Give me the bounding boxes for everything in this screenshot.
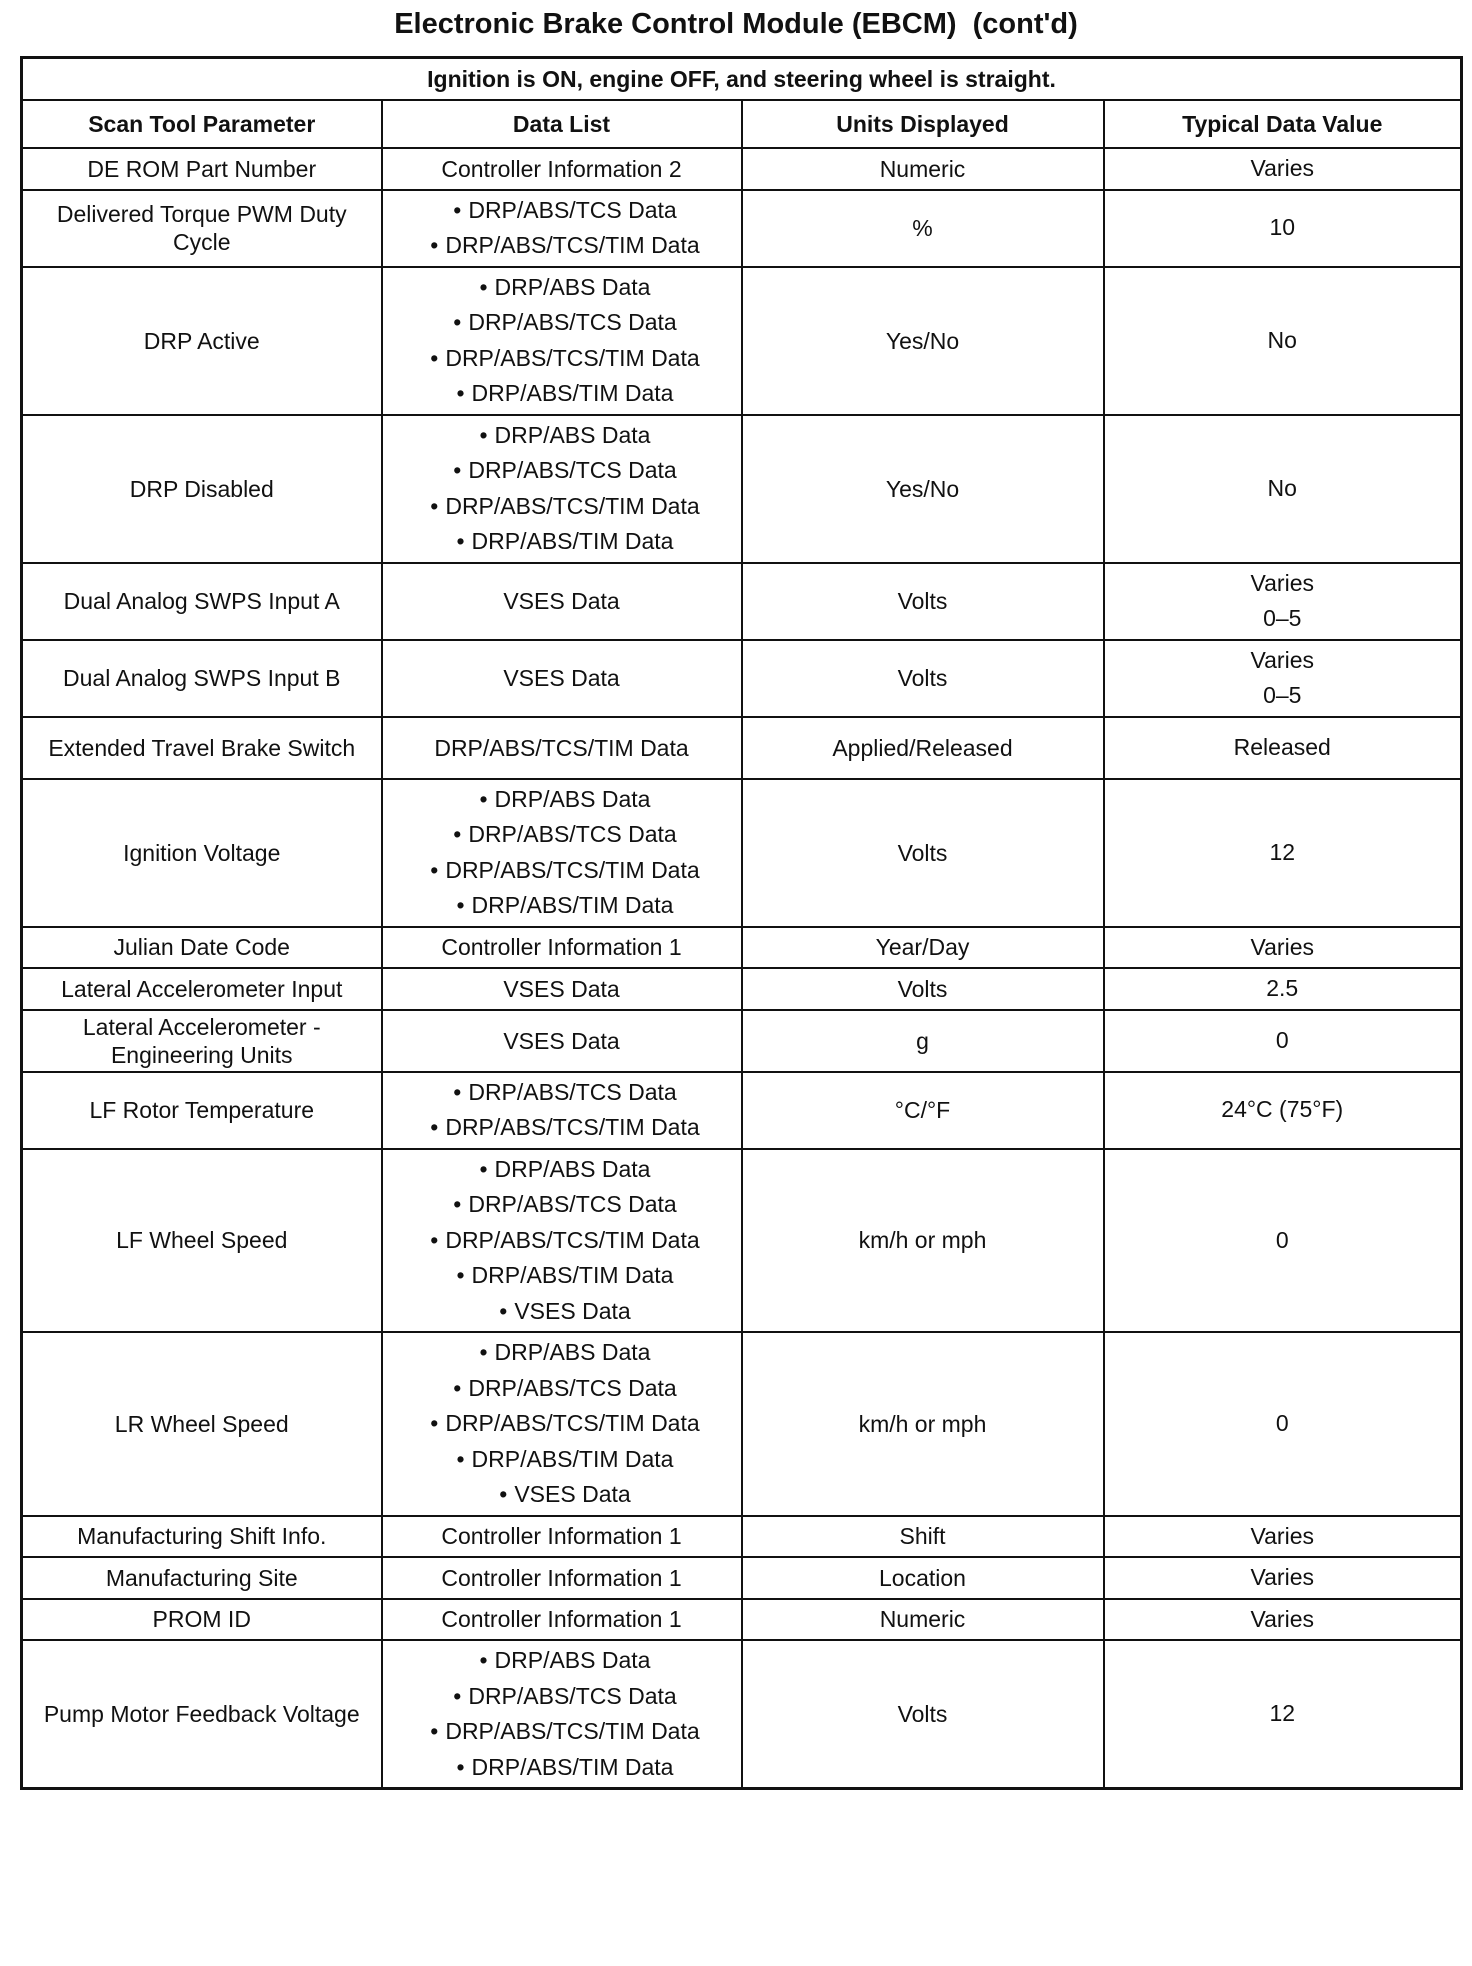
header-typical-data-value: Typical Data Value: [1104, 100, 1462, 148]
table-body: [22, 148, 1462, 1789]
units-displayed-cell: Year/Day: [742, 927, 1104, 969]
typical-value-line: Varies: [1250, 1605, 1314, 1632]
table-row: [22, 190, 1462, 267]
scan-tool-parameter-cell: DE ROM Part Number: [22, 148, 382, 190]
header-data-list: Data List: [382, 100, 742, 148]
scan-tool-parameter-cell: Delivered Torque PWM Duty Cycle: [22, 190, 382, 267]
units-displayed-cell: Volts: [742, 640, 1104, 717]
data-list-item: • DRP/ABS Data: [393, 1152, 731, 1188]
data-list-item: • DRP/ABS/TCS Data: [393, 1075, 731, 1111]
header-row: [22, 100, 1462, 148]
table-row: [22, 563, 1462, 640]
data-list-bullets: [393, 1643, 731, 1785]
data-list-cell: [382, 415, 742, 563]
typical-data-value-cell: [1104, 927, 1462, 969]
data-list-cell: VSES Data: [382, 1010, 742, 1072]
data-list-bullets: [393, 270, 731, 412]
table-container: [20, 56, 1460, 1790]
scan-tool-parameter-cell: LR Wheel Speed: [22, 1332, 382, 1516]
table-row: [22, 1149, 1462, 1333]
data-list-cell: [382, 1332, 742, 1516]
table-row: [22, 968, 1462, 1010]
data-list-item: • DRP/ABS Data: [393, 782, 731, 818]
table-row: [22, 267, 1462, 415]
units-displayed-cell: Yes/No: [742, 267, 1104, 415]
data-list-item: • DRP/ABS/TIM Data: [393, 1258, 731, 1294]
scan-tool-parameter-cell: PROM ID: [22, 1599, 382, 1641]
typical-value-line: Varies: [1250, 1522, 1314, 1549]
data-list-item: • DRP/ABS/TIM Data: [393, 1442, 731, 1478]
table-row: [22, 779, 1462, 927]
units-displayed-cell: Numeric: [742, 1599, 1104, 1641]
units-displayed-cell: Location: [742, 1557, 1104, 1599]
typical-data-value-cell: [1104, 1010, 1462, 1072]
units-displayed-cell: Volts: [742, 968, 1104, 1010]
page-title: Electronic Brake Control Module (EBCM) (cont'd): [394, 8, 1078, 40]
table-row: [22, 1516, 1462, 1558]
data-list-cell: VSES Data: [382, 640, 742, 717]
typical-value-line: No: [1267, 474, 1297, 501]
data-list-bullets: [393, 418, 731, 560]
typical-data-value-cell: [1104, 267, 1462, 415]
table-row: [22, 148, 1462, 190]
scan-tool-data-table: [20, 56, 1463, 1790]
typical-data-value-cell: [1104, 1332, 1462, 1516]
scan-tool-parameter-cell: Ignition Voltage: [22, 779, 382, 927]
typical-data-value-cell: [1104, 563, 1462, 640]
typical-data-value-cell: [1104, 1516, 1462, 1558]
data-list-bullets: [393, 1075, 731, 1146]
scan-tool-parameter-cell: LF Wheel Speed: [22, 1149, 382, 1333]
data-list-cell: [382, 779, 742, 927]
header-scan-tool-parameter: Scan Tool Parameter: [22, 100, 382, 148]
data-list-item: • DRP/ABS/TIM Data: [393, 376, 731, 412]
scan-tool-parameter-cell: Dual Analog SWPS Input B: [22, 640, 382, 717]
units-displayed-cell: Volts: [742, 1640, 1104, 1789]
scan-tool-parameter-cell: Dual Analog SWPS Input A: [22, 563, 382, 640]
typical-value-line: Varies: [1250, 646, 1314, 673]
table-caption: Ignition is ON, engine OFF, and steering wheel is straight.: [22, 58, 1462, 101]
data-list-item: • DRP/ABS/TCS/TIM Data: [393, 489, 731, 525]
scan-tool-parameter-cell: Lateral Accelerometer Input: [22, 968, 382, 1010]
data-list-cell: [382, 267, 742, 415]
scan-tool-parameter-cell: Lateral Accelerometer - Engineering Units: [22, 1010, 382, 1072]
units-displayed-cell: km/h or mph: [742, 1149, 1104, 1333]
data-list-item: • DRP/ABS Data: [393, 270, 731, 306]
data-list-bullets: [393, 193, 731, 264]
data-list-item: • DRP/ABS Data: [393, 1335, 731, 1371]
typical-data-value-cell: [1104, 717, 1462, 779]
typical-data-value-cell: [1104, 190, 1462, 267]
scan-tool-parameter-cell: Manufacturing Site: [22, 1557, 382, 1599]
data-list-item: • DRP/ABS/TCS Data: [393, 305, 731, 341]
table-row: [22, 640, 1462, 717]
typical-value-line: Varies: [1250, 933, 1314, 960]
data-list-item: • DRP/ABS/TIM Data: [393, 888, 731, 924]
data-list-item: • DRP/ABS/TCS/TIM Data: [393, 1406, 731, 1442]
data-list-item: • DRP/ABS Data: [393, 1643, 731, 1679]
typical-value-line: 0–5: [1263, 682, 1302, 708]
data-list-item: • DRP/ABS/TCS/TIM Data: [393, 1714, 731, 1750]
table-row: [22, 1640, 1462, 1789]
data-list-bullets: [393, 1152, 731, 1330]
data-list-item: • DRP/ABS/TCS Data: [393, 1371, 731, 1407]
data-list-item: • VSES Data: [393, 1477, 731, 1513]
table-row: [22, 415, 1462, 563]
units-displayed-cell: %: [742, 190, 1104, 267]
table-row: [22, 717, 1462, 779]
typical-data-value-cell: [1104, 148, 1462, 190]
typical-value-line: 24°C (75°F): [1221, 1096, 1344, 1123]
data-list-cell: DRP/ABS/TCS/TIM Data: [382, 717, 742, 779]
data-list-cell: Controller Information 2: [382, 148, 742, 190]
data-list-item: • DRP/ABS/TCS/TIM Data: [393, 853, 731, 889]
data-list-item: • DRP/ABS/TCS Data: [393, 193, 731, 229]
data-list-item: • DRP/ABS/TIM Data: [393, 1750, 731, 1786]
data-list-cell: [382, 1149, 742, 1333]
header-units-displayed: Units Displayed: [742, 100, 1104, 148]
units-displayed-cell: Shift: [742, 1516, 1104, 1558]
typical-value-line: 2.5: [1266, 975, 1299, 1001]
table-row: [22, 1072, 1462, 1149]
typical-value-line: 12: [1269, 1700, 1296, 1727]
data-list-cell: [382, 1640, 742, 1789]
scan-tool-parameter-cell: Julian Date Code: [22, 927, 382, 969]
scan-tool-parameter-cell: Extended Travel Brake Switch: [22, 717, 382, 779]
data-list-cell: [382, 1072, 742, 1149]
units-displayed-cell: Yes/No: [742, 415, 1104, 563]
units-displayed-cell: Numeric: [742, 148, 1104, 190]
units-displayed-cell: km/h or mph: [742, 1332, 1104, 1516]
data-list-item: • DRP/ABS/TCS Data: [393, 453, 731, 489]
units-displayed-cell: Applied/Released: [742, 717, 1104, 779]
typical-value-line: 0: [1275, 1226, 1289, 1253]
typical-data-value-cell: [1104, 415, 1462, 563]
data-list-cell: Controller Information 1: [382, 1599, 742, 1641]
table-row: [22, 1010, 1462, 1072]
data-list-cell: Controller Information 1: [382, 927, 742, 969]
table-row: [22, 927, 1462, 969]
data-list-bullets: [393, 1335, 731, 1513]
typical-value-line: Varies: [1250, 569, 1314, 596]
data-list-item: • DRP/ABS/TCS/TIM Data: [393, 1110, 731, 1146]
data-list-item: • DRP/ABS/TCS Data: [393, 1679, 731, 1715]
typical-value-line: 0: [1275, 1026, 1289, 1053]
typical-value-line: Released: [1233, 733, 1331, 760]
scan-tool-parameter-cell: Manufacturing Shift Info.: [22, 1516, 382, 1558]
data-list-item: • DRP/ABS/TCS/TIM Data: [393, 228, 731, 264]
typical-data-value-cell: [1104, 968, 1462, 1010]
typical-data-value-cell: [1104, 1072, 1462, 1149]
data-list-cell: Controller Information 1: [382, 1557, 742, 1599]
data-list-bullets: [393, 782, 731, 924]
data-list-cell: VSES Data: [382, 968, 742, 1010]
typical-data-value-cell: [1104, 1557, 1462, 1599]
typical-value-line: 10: [1269, 214, 1296, 241]
typical-value-line: 0–5: [1263, 605, 1302, 631]
scan-tool-parameter-cell: DRP Disabled: [22, 415, 382, 563]
typical-data-value-cell: [1104, 1640, 1462, 1789]
typical-value-line: 0: [1275, 1410, 1289, 1436]
table-row: [22, 1332, 1462, 1516]
data-list-item: • DRP/ABS/TCS Data: [393, 1187, 731, 1223]
data-list-item: • DRP/ABS/TCS/TIM Data: [393, 341, 731, 377]
typical-value-line: No: [1267, 326, 1297, 353]
data-list-cell: VSES Data: [382, 563, 742, 640]
units-displayed-cell: Volts: [742, 563, 1104, 640]
typical-value-line: 12: [1269, 838, 1296, 865]
data-list-item: • DRP/ABS Data: [393, 418, 731, 454]
units-displayed-cell: g: [742, 1010, 1104, 1072]
scan-tool-parameter-cell: Pump Motor Feedback Voltage: [22, 1640, 382, 1789]
typical-value-line: Varies: [1250, 155, 1314, 181]
units-displayed-cell: °C/°F: [742, 1072, 1104, 1149]
data-list-cell: [382, 190, 742, 267]
data-list-item: • VSES Data: [393, 1294, 731, 1330]
data-list-cell: Controller Information 1: [382, 1516, 742, 1558]
table-caption-row: [22, 58, 1462, 101]
scan-tool-parameter-cell: DRP Active: [22, 267, 382, 415]
scan-tool-parameter-cell: LF Rotor Temperature: [22, 1072, 382, 1149]
typical-data-value-cell: [1104, 640, 1462, 717]
typical-value-line: Varies: [1250, 1564, 1314, 1590]
units-displayed-cell: Volts: [742, 779, 1104, 927]
typical-data-value-cell: [1104, 779, 1462, 927]
table-row: [22, 1599, 1462, 1641]
typical-data-value-cell: [1104, 1149, 1462, 1333]
data-list-item: • DRP/ABS/TCS Data: [393, 817, 731, 853]
data-list-item: • DRP/ABS/TCS/TIM Data: [393, 1223, 731, 1259]
data-list-item: • DRP/ABS/TIM Data: [393, 524, 731, 560]
table-row: [22, 1557, 1462, 1599]
typical-data-value-cell: [1104, 1599, 1462, 1641]
